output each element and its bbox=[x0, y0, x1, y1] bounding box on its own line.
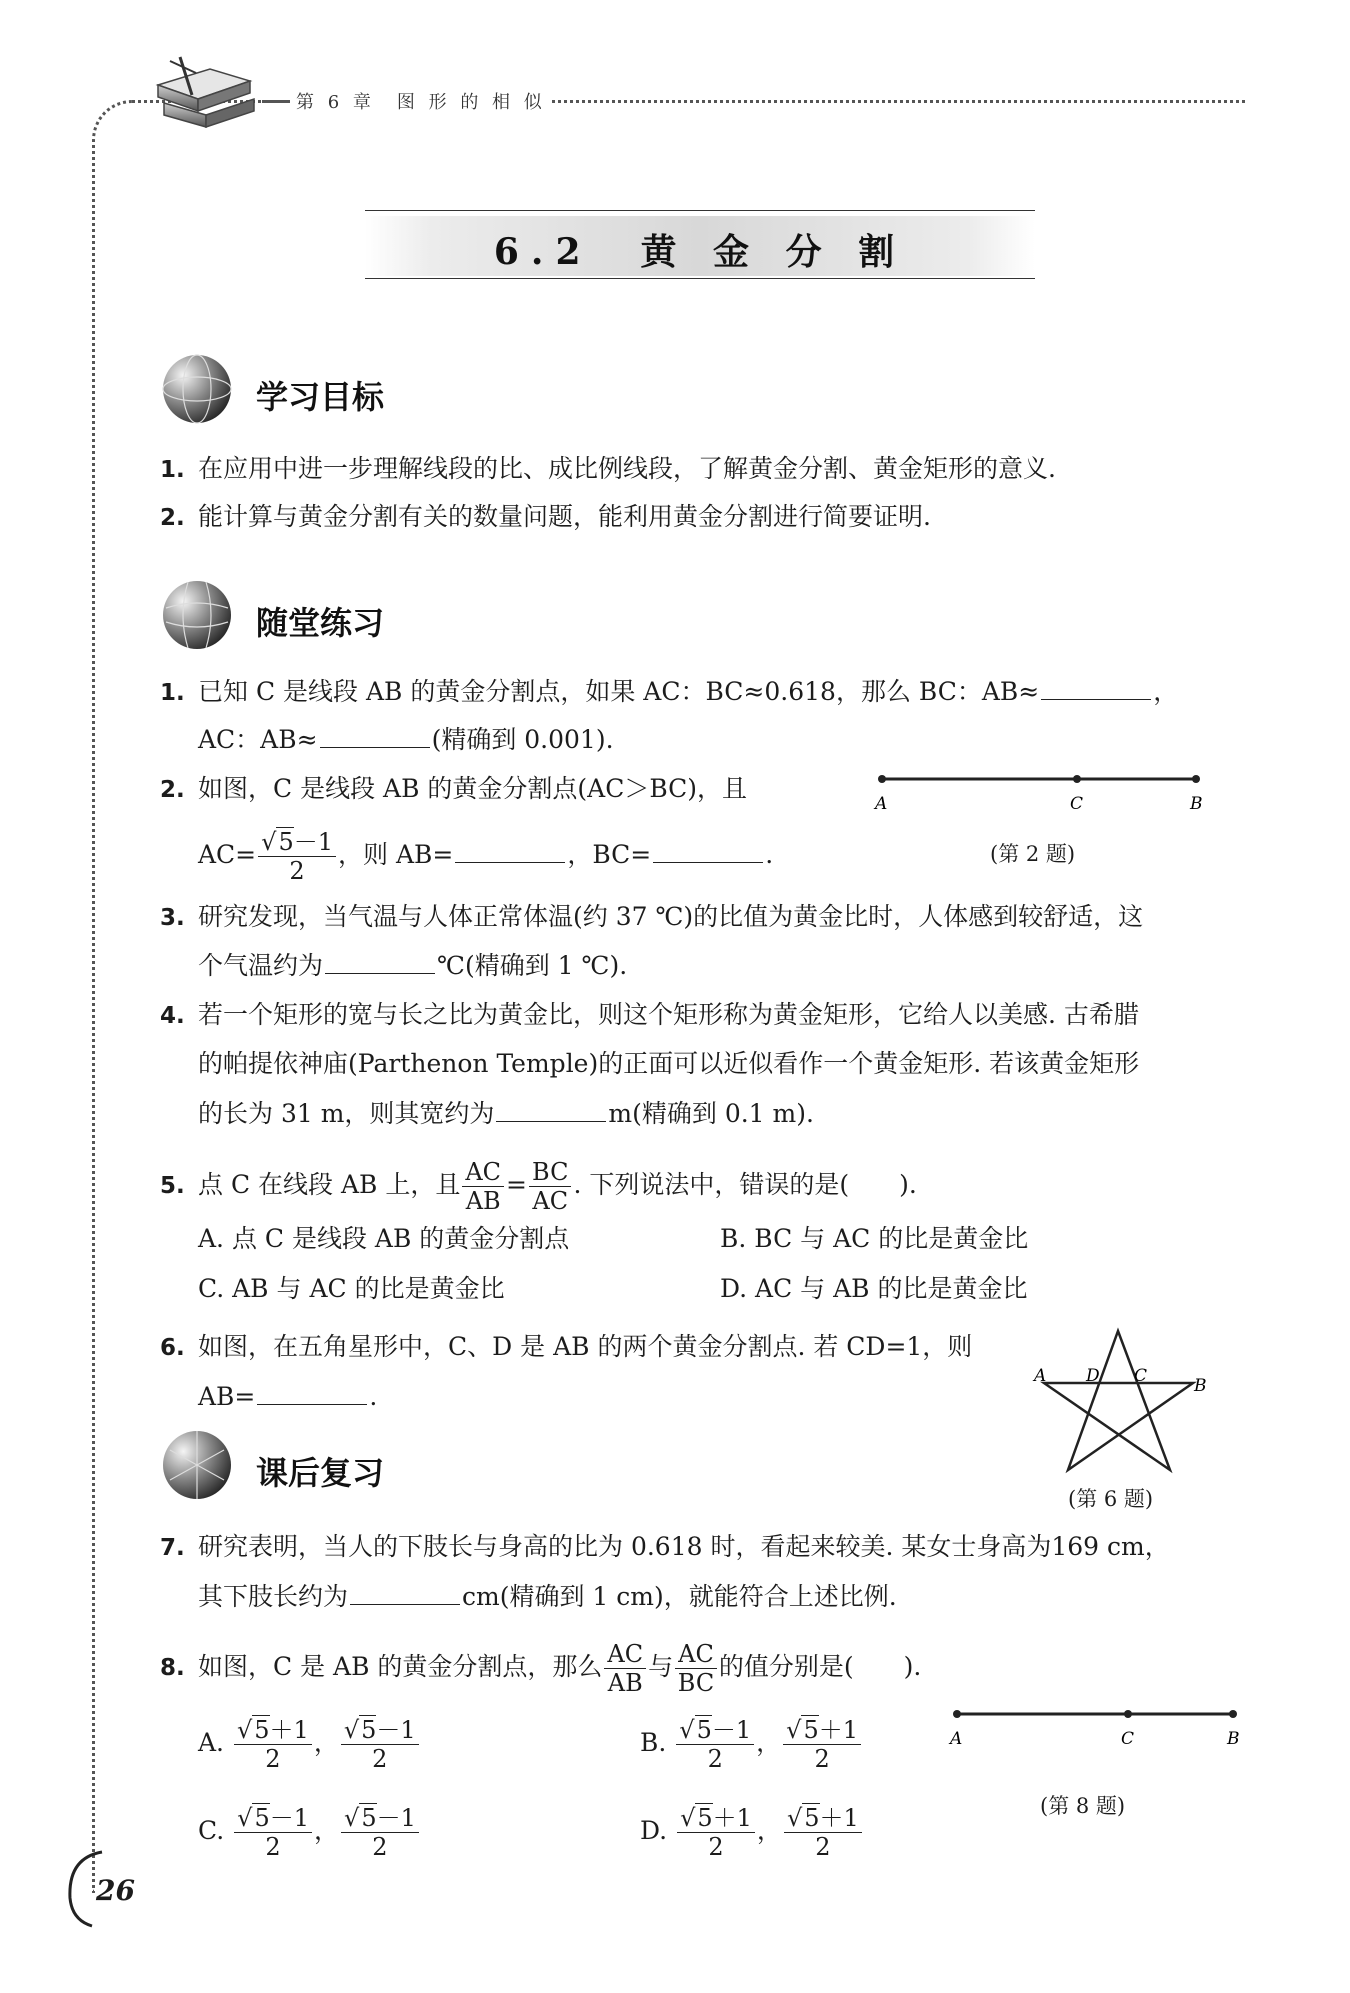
sqrt-radicand: 5 bbox=[697, 1804, 713, 1832]
point-c-label: C bbox=[1070, 794, 1084, 814]
fraction-bottom: AC bbox=[532, 1187, 569, 1215]
sqrt-sign: √ bbox=[786, 1804, 803, 1832]
answer-blank[interactable] bbox=[325, 951, 435, 974]
question-2-ab: ，则 AB= bbox=[338, 840, 454, 869]
fraction-top: BC bbox=[529, 1160, 571, 1187]
sqrt-sign: √ bbox=[236, 1716, 253, 1744]
fraction-bottom: 2 bbox=[815, 1833, 831, 1861]
answer-blank[interactable] bbox=[350, 1582, 460, 1605]
question-8-num: 8. bbox=[160, 1655, 185, 1681]
fraction bbox=[784, 1806, 862, 1859]
goal-2 bbox=[160, 500, 931, 535]
question-1-line2-b: (精确到 0.001). bbox=[431, 725, 614, 754]
fraction-top-rest: ＋1 bbox=[818, 1716, 859, 1744]
fraction-bottom: 2 bbox=[265, 1833, 281, 1861]
question-7-num: 7. bbox=[160, 1535, 185, 1561]
point-c-label: C bbox=[1134, 1366, 1148, 1386]
answer-blank[interactable] bbox=[320, 725, 430, 748]
question-2-line2 bbox=[198, 830, 773, 883]
question-5-option-c[interactable]: C. AB 与 AC 的比是黄金比 bbox=[198, 1274, 505, 1303]
fraction-bc-ac bbox=[529, 1160, 571, 1213]
goal-1-text: 在应用中进一步理解线段的比、成比例线段，了解黄金分割、黄金矩形的意义. bbox=[198, 454, 1056, 483]
question-2-bc: ，BC= bbox=[567, 840, 652, 869]
question-5-option-b[interactable]: B. BC 与 AC 的比是黄金比 bbox=[720, 1224, 1029, 1253]
goal-2-num: 2. bbox=[160, 505, 185, 531]
figure-8-segment bbox=[945, 1700, 1245, 1750]
fraction-ac-ab bbox=[462, 1160, 504, 1213]
fraction-bottom: 2 bbox=[814, 1745, 830, 1773]
fraction bbox=[783, 1718, 861, 1771]
answer-blank[interactable] bbox=[653, 840, 763, 863]
answer-blank[interactable] bbox=[455, 840, 565, 863]
fraction-top-rest: －1 bbox=[376, 1716, 416, 1744]
goal-2-text: 能计算与黄金分割有关的数量问题，能利用黄金分割进行简要证明. bbox=[198, 502, 931, 531]
question-8-line1 bbox=[160, 1642, 921, 1695]
option-label: B. bbox=[640, 1728, 667, 1757]
question-2-ac: AC= bbox=[198, 840, 257, 869]
figure-6-star bbox=[1030, 1325, 1210, 1475]
fraction bbox=[341, 1718, 419, 1771]
page-border bbox=[92, 100, 1245, 1893]
question-8-option-d[interactable] bbox=[640, 1806, 864, 1859]
sqrt-radicand: 5 bbox=[803, 1716, 819, 1744]
fraction-top-rest: －1 bbox=[269, 1804, 309, 1832]
fraction-top-rest: ＋1 bbox=[712, 1804, 752, 1832]
question-3-line2-a: 个气温约为 bbox=[198, 951, 324, 980]
section-review-label: 课后复习 bbox=[256, 1454, 385, 1492]
section-goals-label: 学习目标 bbox=[256, 378, 385, 416]
point-a-label: A bbox=[950, 1729, 963, 1749]
question-7-line1 bbox=[160, 1530, 1170, 1565]
question-6-line2-a: AB= bbox=[198, 1382, 256, 1411]
globe-icon bbox=[160, 352, 234, 426]
fraction-ac-ab bbox=[604, 1642, 646, 1695]
question-2-text: 如图，C 是线段 AB 的黄金分割点(AC＞BC)，且 bbox=[198, 774, 748, 803]
point-a-label: A bbox=[875, 794, 888, 814]
sqrt-sign: √ bbox=[344, 1804, 360, 1832]
question-6-line1 bbox=[160, 1330, 972, 1365]
question-4-line1 bbox=[160, 998, 1139, 1033]
question-5-option-a[interactable]: A. 点 C 是线段 AB 的黄金分割点 bbox=[198, 1224, 570, 1253]
sqrt-radicand: 5 bbox=[696, 1716, 712, 1744]
fraction-bottom: 2 bbox=[372, 1745, 388, 1773]
question-8-option-b[interactable] bbox=[640, 1718, 863, 1771]
sqrt-sign: √ bbox=[680, 1804, 696, 1832]
question-6-num: 6. bbox=[160, 1335, 185, 1361]
question-2-line1 bbox=[160, 772, 747, 807]
question-2-period: . bbox=[765, 840, 774, 869]
section-title-block bbox=[365, 210, 1035, 282]
question-8-option-a[interactable] bbox=[198, 1718, 421, 1771]
question-4-num: 4. bbox=[160, 1003, 185, 1029]
question-7-line2-a: 其下肢长约为 bbox=[198, 1582, 349, 1611]
sqrt-sign: √ bbox=[237, 1804, 253, 1832]
question-4-line2: 的帕提依神庙(Parthenon Temple)的正面可以近似看作一个黄金矩形. 若该黄金矩形 bbox=[198, 1049, 1140, 1078]
option-label: A. bbox=[198, 1728, 225, 1757]
question-1-line1 bbox=[160, 675, 1178, 710]
question-3-line2 bbox=[198, 949, 627, 983]
question-1-text: 已知 C 是线段 AB 的黄金分割点，如果 AC：BC≈0.618，那么 BC：AB≈ bbox=[198, 677, 1040, 706]
globe-icon bbox=[160, 1428, 234, 1502]
fraction bbox=[234, 1806, 312, 1859]
question-2-num: 2. bbox=[160, 777, 185, 803]
question-3-line1 bbox=[160, 900, 1143, 935]
fraction-top-rest: ＋1 bbox=[269, 1716, 309, 1744]
question-8-text-b: 的值分别是( ). bbox=[718, 1652, 922, 1681]
question-6-text: 如图，在五角星形中，C、D 是 AB 的两个黄金分割点. 若 CD=1，则 bbox=[198, 1332, 973, 1361]
point-c-label: C bbox=[1121, 1729, 1135, 1749]
point-b-label: B bbox=[1227, 1729, 1240, 1749]
point-a-label: A bbox=[1034, 1366, 1047, 1386]
fraction bbox=[258, 830, 336, 883]
sqrt-sign: √ bbox=[261, 828, 277, 856]
fraction-top-rest: －1 bbox=[376, 1804, 416, 1832]
fraction bbox=[677, 1806, 755, 1859]
question-8-option-c[interactable] bbox=[198, 1806, 421, 1859]
question-6-line2-b: . bbox=[369, 1382, 378, 1411]
globe-icon bbox=[160, 578, 234, 652]
fraction-bottom: 2 bbox=[707, 1745, 723, 1773]
chapter-header: 第 6 章 图 形 的 相 似 bbox=[290, 88, 552, 114]
option-label: C. bbox=[198, 1816, 225, 1845]
title-rule-bottom bbox=[365, 278, 1035, 279]
fraction-bottom: 2 bbox=[708, 1833, 724, 1861]
answer-blank[interactable] bbox=[257, 1382, 367, 1405]
question-8-text-a: 如图，C 是 AB 的黄金分割点，那么 bbox=[198, 1652, 603, 1681]
sqrt-radicand: 5 bbox=[278, 828, 294, 856]
question-5-option-d[interactable]: D. AC 与 AB 的比是黄金比 bbox=[720, 1274, 1028, 1303]
fraction-bottom: AB bbox=[607, 1669, 643, 1697]
fraction-ac-bc bbox=[675, 1642, 717, 1695]
question-8-and: 与 bbox=[648, 1652, 674, 1681]
comma: ， bbox=[313, 1728, 339, 1757]
fraction bbox=[234, 1718, 312, 1771]
question-7-line2 bbox=[198, 1580, 897, 1614]
comma: ， bbox=[756, 1728, 782, 1757]
fraction-bottom: BC bbox=[677, 1669, 715, 1697]
question-1-line2-a: AC：AB≈ bbox=[198, 725, 318, 754]
figure-2-caption: (第 2 题) bbox=[990, 842, 1076, 866]
equals-sign: = bbox=[506, 1170, 527, 1199]
sqrt-sign: √ bbox=[679, 1716, 695, 1744]
sqrt-sign: √ bbox=[343, 1716, 360, 1744]
fraction bbox=[341, 1806, 419, 1859]
fraction-top-rest: ＋1 bbox=[819, 1804, 859, 1832]
point-b-label: B bbox=[1194, 1376, 1207, 1396]
question-1-line2 bbox=[198, 723, 614, 757]
fraction-top-rest: －1 bbox=[711, 1716, 752, 1744]
comma: ， bbox=[314, 1816, 340, 1845]
question-5-text-b: . 下列说法中，错误的是( ). bbox=[573, 1170, 917, 1199]
title-rule-top bbox=[365, 210, 1035, 211]
question-4-text: 若一个矩形的宽与长之比为黄金比，则这个矩形称为黄金矩形，它给人以美感. 古希腊 bbox=[198, 1000, 1139, 1029]
sqrt-radicand: 5 bbox=[254, 1716, 270, 1744]
books-logo-icon bbox=[150, 55, 260, 135]
fraction-bottom: AB bbox=[465, 1187, 501, 1215]
answer-blank[interactable] bbox=[1041, 677, 1151, 700]
point-b-label: B bbox=[1190, 794, 1203, 814]
fraction-bottom: 2 bbox=[372, 1833, 388, 1861]
question-1-num: 1. bbox=[160, 680, 185, 706]
page-number-block bbox=[62, 1848, 142, 1928]
option-label: D. bbox=[640, 1816, 668, 1845]
question-4-line3-b: m(精确到 0.1 m). bbox=[608, 1099, 814, 1128]
figure-2-segment bbox=[870, 765, 1210, 815]
sqrt-radicand: 5 bbox=[361, 1716, 377, 1744]
question-4-line3 bbox=[198, 1097, 814, 1131]
sqrt-sign: √ bbox=[786, 1716, 802, 1744]
question-5-line1 bbox=[160, 1160, 917, 1213]
fraction-top-rest: －1 bbox=[293, 828, 333, 856]
question-5-num: 5. bbox=[160, 1173, 185, 1199]
comma: ， bbox=[756, 1816, 782, 1845]
section-practice-label: 随堂练习 bbox=[256, 604, 385, 642]
question-3-line2-b: ℃(精确到 1 ℃). bbox=[437, 951, 628, 980]
fraction-top: AC bbox=[604, 1642, 646, 1669]
sqrt-radicand: 5 bbox=[254, 1804, 270, 1832]
question-6-line2 bbox=[198, 1380, 377, 1414]
question-4-line3-a: 的长为 31 m，则其宽约为 bbox=[198, 1099, 495, 1128]
question-7-line2-b: cm(精确到 1 cm)，就能符合上述比例. bbox=[462, 1582, 897, 1611]
figure-6-caption: (第 6 题) bbox=[1068, 1487, 1154, 1511]
question-3-num: 3. bbox=[160, 905, 185, 931]
question-1-comma: ， bbox=[1153, 677, 1179, 706]
goal-1 bbox=[160, 452, 1056, 487]
figure-8-caption: (第 8 题) bbox=[1040, 1794, 1126, 1818]
question-7-text: 研究表明，当人的下肢长与身高的比为 0.618 时，看起来较美. 某女士身高为169 cm， bbox=[198, 1532, 1170, 1561]
fraction-bottom: 2 bbox=[289, 857, 305, 885]
fraction bbox=[676, 1718, 754, 1771]
question-3-text: 研究发现，当气温与人体正常体温(约 37 ℃)的比值为黄金比时，人体感到较舒适，这 bbox=[198, 902, 1144, 931]
fraction-top: AC bbox=[462, 1160, 504, 1187]
page-title: 6.2 黄 金 分 割 bbox=[493, 231, 907, 273]
sqrt-radicand: 5 bbox=[361, 1804, 377, 1832]
header-dots-left bbox=[262, 100, 288, 103]
fraction-bottom: 2 bbox=[265, 1745, 281, 1773]
sqrt-radicand: 5 bbox=[804, 1804, 820, 1832]
fraction-top: AC bbox=[675, 1642, 717, 1669]
question-5-text-a: 点 C 在线段 AB 上，且 bbox=[198, 1170, 461, 1199]
page-number: 26 bbox=[96, 1874, 135, 1907]
answer-blank[interactable] bbox=[496, 1099, 606, 1122]
point-d-label: D bbox=[1086, 1366, 1100, 1386]
goal-1-num: 1. bbox=[160, 457, 185, 483]
